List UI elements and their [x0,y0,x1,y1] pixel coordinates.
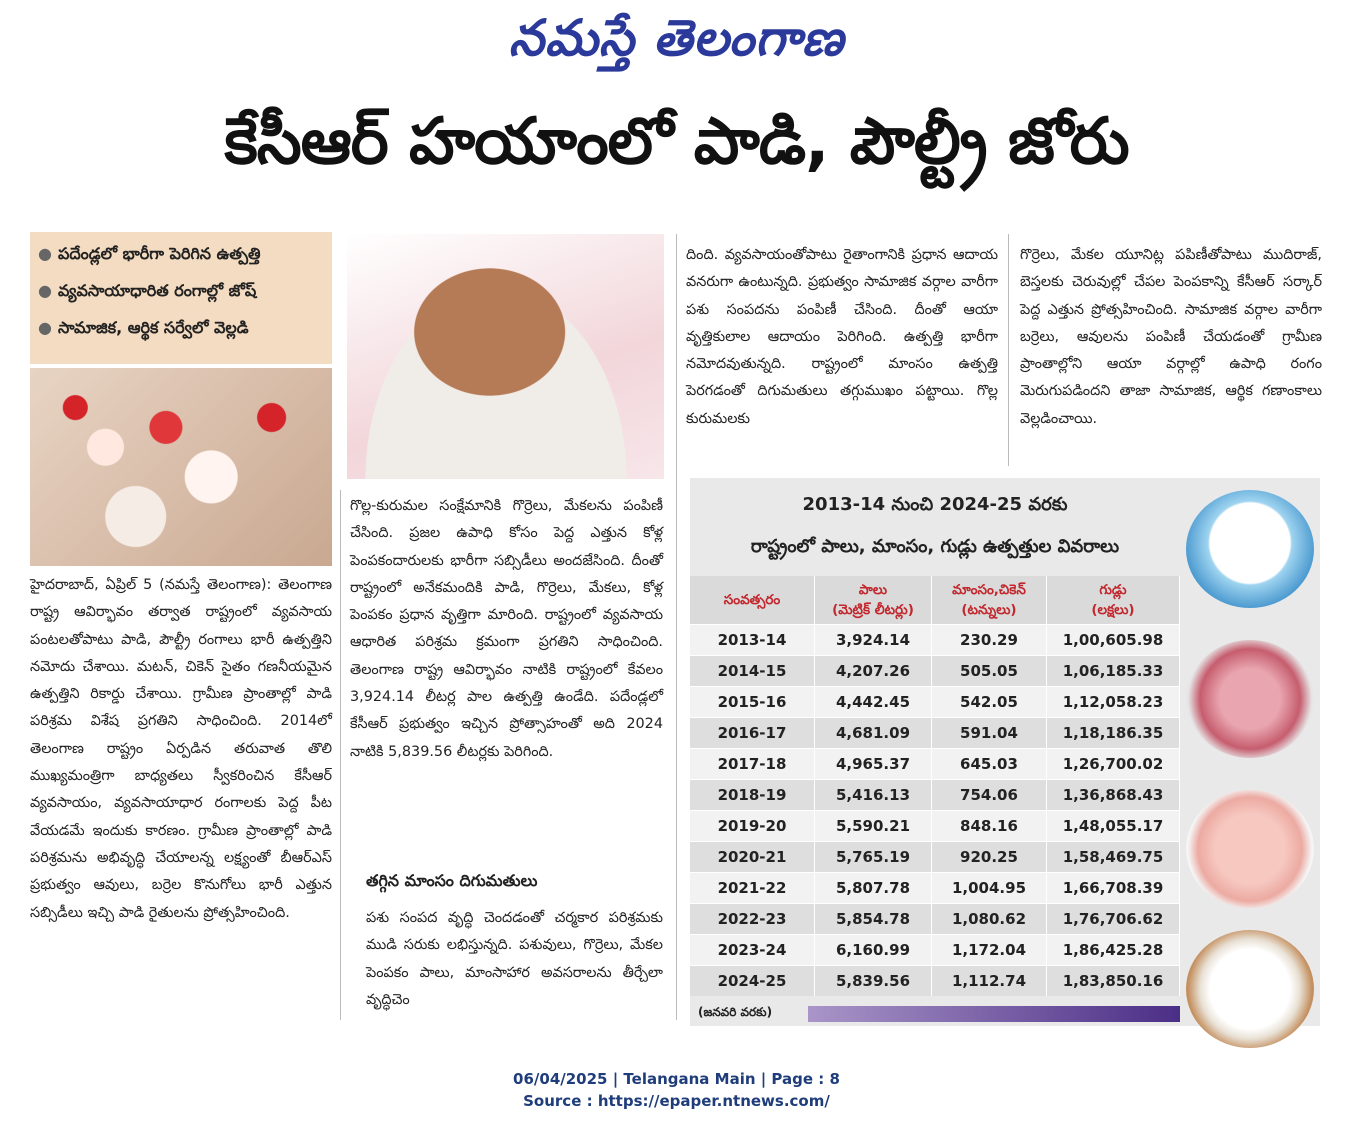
cell-meat: 1,004.95 [932,873,1047,904]
article-column-middle: గొల్ల-కురుమల సంక్షేమానికి గొర్రెలు, మేకలను పంపిణీ చేసింది. ప్రజల ఉపాధి కోసం పెద్ద ఎత్తున కోళ్ల పెంపకందారులకు భారీగా సబ్సిడీలు అందజేసింది. దీంతో రాష్ట్రంలో అనేకమందికి పాడి, గొర్రెలు, మేకలు, కోళ్ల పెంపకం ప్రధాన వృత్తిగా మారింది. రాష్ట్రంలో వ్యవసాయ ఆధారిత పరిశ్రమ క్రమంగా ప్రగతిని సాధించింది. తెలంగాణ రాష్ట్ర ఆవిర్భావం నాటికి రాష్ట్రంలో కేవలం 3,924.14 లీటర్ల పాల ఉత్పత్తి ఉండేది. పదేండ్లలో కేసీఆర్ ప్రభుత్వం ఇచ్చిన ప్రోత్సాహంతో అది 2024 నాటికి 5,839.56 లీటర్లకు పెరిగింది. [350,498,663,760]
table-row [690,904,1180,935]
chicken-meat-icon [1186,790,1314,908]
cell-milk: 3,924.14 [815,625,932,656]
column-divider [340,490,341,1020]
table-subtitle: రాష్ట్రంలో పాలు, మాంసం, గుడ్లు ఉత్పత్తుల వివరాలు [750,536,1120,557]
table-row [690,718,1180,749]
bullet-icon: ● [38,244,52,263]
highlights-box [30,232,332,364]
cell-meat: 1,080.62 [932,904,1047,935]
cell-eggs: 1,58,469.75 [1047,842,1180,873]
cell-milk: 5,839.56 [815,966,932,997]
cell-year: 2015-16 [690,687,815,718]
cell-eggs: 1,12,058.23 [1047,687,1180,718]
cell-milk: 5,807.78 [815,873,932,904]
table-header-row [690,576,1180,625]
cell-eggs: 1,06,185.33 [1047,656,1180,687]
cell-year: 2020-21 [690,842,815,873]
portrait-photo [347,234,664,479]
cell-milk: 5,854.78 [815,904,932,935]
cell-meat: 645.03 [932,749,1047,780]
column-header-eggs: గుడ్లు (లక్షలు) [1047,576,1180,625]
cell-meat: 230.29 [932,625,1047,656]
cell-meat: 542.05 [932,687,1047,718]
column-divider [1008,234,1009,466]
table-row [690,625,1180,656]
meat-icon [1186,640,1314,758]
cell-year: 2022-23 [690,904,815,935]
cell-milk: 4,965.37 [815,749,932,780]
table-row [690,873,1180,904]
masthead-logo: నమస్తే తెలంగాణ [508,8,845,67]
cell-meat: 754.06 [932,780,1047,811]
cell-milk: 4,442.45 [815,687,932,718]
eggs-icon [1186,930,1314,1048]
cell-meat: 1,172.04 [932,935,1047,966]
table-row [690,749,1180,780]
cell-milk: 4,207.26 [815,656,932,687]
headline: కేసీఆర్ హయాంలో పాడి, పౌల్ట్రీ జోరు [224,105,1129,179]
highlight-item: ● పదేండ్లలో భారీగా పెరిగిన ఉత్పత్తి [38,244,261,263]
cell-year: 2013-14 [690,625,815,656]
table-row [690,687,1180,718]
bullet-icon: ● [38,281,52,300]
cell-eggs: 1,26,700.02 [1047,749,1180,780]
bullet-icon: ● [38,318,52,337]
table-title: 2013-14 నుంచి 2024-25 వరకు [802,494,1068,515]
cell-meat: 505.05 [932,656,1047,687]
subheading: తగ్గిన మాంసం దిగుమతులు [366,871,538,890]
table-row [690,780,1180,811]
cell-year: 2019-20 [690,811,815,842]
footer-source: Source : https://epaper.ntnews.com/ [523,1092,830,1110]
cell-milk: 5,416.13 [815,780,932,811]
production-table [690,576,1180,996]
column-divider [676,234,677,1020]
cell-eggs: 1,18,186.35 [1047,718,1180,749]
cell-milk: 5,765.19 [815,842,932,873]
cell-eggs: 1,36,868.43 [1047,780,1180,811]
cell-meat: 848.16 [932,811,1047,842]
cell-eggs: 1,76,706.62 [1047,904,1180,935]
column-header-year: సంవత్సరం [690,576,815,625]
table-row [690,656,1180,687]
table-row [690,935,1180,966]
cell-year: 2017-18 [690,749,815,780]
footer-date-page: 06/04/2025 | Telangana Main | Page : 8 [513,1070,840,1088]
decorative-bar [808,1006,1180,1022]
cell-milk: 4,681.09 [815,718,932,749]
cell-year: 2014-15 [690,656,815,687]
page-footer [0,1068,1353,1112]
cell-eggs: 1,66,708.39 [1047,873,1180,904]
milk-icon [1186,490,1314,608]
article-column-left: హైదరాబాద్, ఏప్రిల్ 5 (నమస్తే తెలంగాణ): తెలంగాణ రాష్ట్ర ఆవిర్భావం తర్వాత రాష్ట్రంలో వ్యవసాయ పంటలతోపాటు పాడి, పౌల్ట్రీ రంగాలు భారీ ఉత్పత్తిని నమోదు చేశాయి. మటన్, చికెన్ సైతం గణనీయమైన ఉత్పత్తిని రికార్డు చేశాయి. గ్రామీణ ప్రాంతాల్లో పాడి పరిశ్రమ విశేష ప్రగతిని సాధించింది. 2014లో తెలంగాణ రాష్ట్రం ఏర్పడిన తరువాత తొలి ముఖ్యమంత్రిగా బాధ్యతలు స్వీకరించిన కేసీఆర్ వ్యవసాయం, వ్యవసాయాధార రంగాలకు పెద్ద పీట వేయడమే ఇందుకు కారణం. గ్రామీణ ప్రాంతాల్లో పాడి పరిశ్రమను అభివృద్ధి చేయాలన్న లక్ష్యంతో బీఆర్ఎస్ ప్రభుత్వం ఆవులు, బర్రెల కొనుగోలు భారీ ఎత్తున సబ్సిడీలు ఇచ్చి పాడి రైతులను ప్రోత్సహించింది. [30,577,332,921]
cell-year: 2018-19 [690,780,815,811]
cell-year: 2024-25 [690,966,815,997]
table-row [690,811,1180,842]
highlight-item: ● సామాజిక, ఆర్థిక సర్వేలో వెల్లడి [38,318,249,337]
cell-eggs: 1,83,850.16 [1047,966,1180,997]
column-header-milk: పాలు (మెట్రిక్ లీటర్లు) [815,576,932,625]
cell-milk: 6,160.99 [815,935,932,966]
article-column-middle-continued: పశు సంపద వృద్ధి చెందడంతో చర్మకార పరిశ్రమకు ముడి సరుకు లభిస్తున్నది. పశువులు, గొర్రెలు, మేకల పెంపకం పాలు, మాంసాహార అవసరాలను తీర్చేలా వృద్ధిచెం [366,910,663,1008]
cell-year: 2016-17 [690,718,815,749]
cell-eggs: 1,86,425.28 [1047,935,1180,966]
table-footnote: (జనవరి వరకు) [698,1005,773,1019]
cell-year: 2021-22 [690,873,815,904]
table-row [690,966,1180,997]
chicken-photo [30,368,332,566]
cell-eggs: 1,00,605.98 [1047,625,1180,656]
cell-meat: 591.04 [932,718,1047,749]
cell-meat: 1,112.74 [932,966,1047,997]
highlight-item: ● వ్యవసాయాధారిత రంగాల్లో జోష్ [38,281,257,300]
article-column-right-2: గొర్రెలు, మేకల యూనిట్ల పపిణీతోపాటు ముదిరాజ్, బెస్తలకు చెరువుల్లో చేపల పెంపకాన్ని కేసీఆర్ సర్కార్ పెద్ద ఎత్తున ప్రోత్సహించింది. సామాజిక వర్గాల వారీగా బర్రెలు, ఆవులను పంపిణీ చేయడంతో గ్రామీణ ప్రాంతాల్లోని ఆయా వర్గాల్లో ఉపాధి రంగం మెరుగుపడిందని తాజా సామాజిక, ఆర్థిక గణాంకాలు వెల్లడించాయి. [1020,247,1322,427]
table-row [690,842,1180,873]
column-header-meat: మాంసం,చికెన్ (టన్నులు) [932,576,1047,625]
article-column-right-1: దింది. వ్యవసాయంతోపాటు రైతాంగానికి ప్రధాన ఆదాయ వనరుగా ఉంటున్నది. ప్రభుత్వం సామాజిక వర్గాల వారీగా పశు సంపదను పంపిణీ చేసింది. దీంతో ఆయా వృత్తికులాల ఆదాయం పెరిగింది. ఉత్పత్తి భారీగా నమోదవుతున్నది. రాష్ట్రంలో మాంసం ఉత్పత్తి పెరగడంతో దిగుమతులు తగ్గుముఖం పట్టాయి. గొల్ల కురుమలకు [686,247,998,427]
cell-meat: 920.25 [932,842,1047,873]
cell-milk: 5,590.21 [815,811,932,842]
cell-year: 2023-24 [690,935,815,966]
cell-eggs: 1,48,055.17 [1047,811,1180,842]
